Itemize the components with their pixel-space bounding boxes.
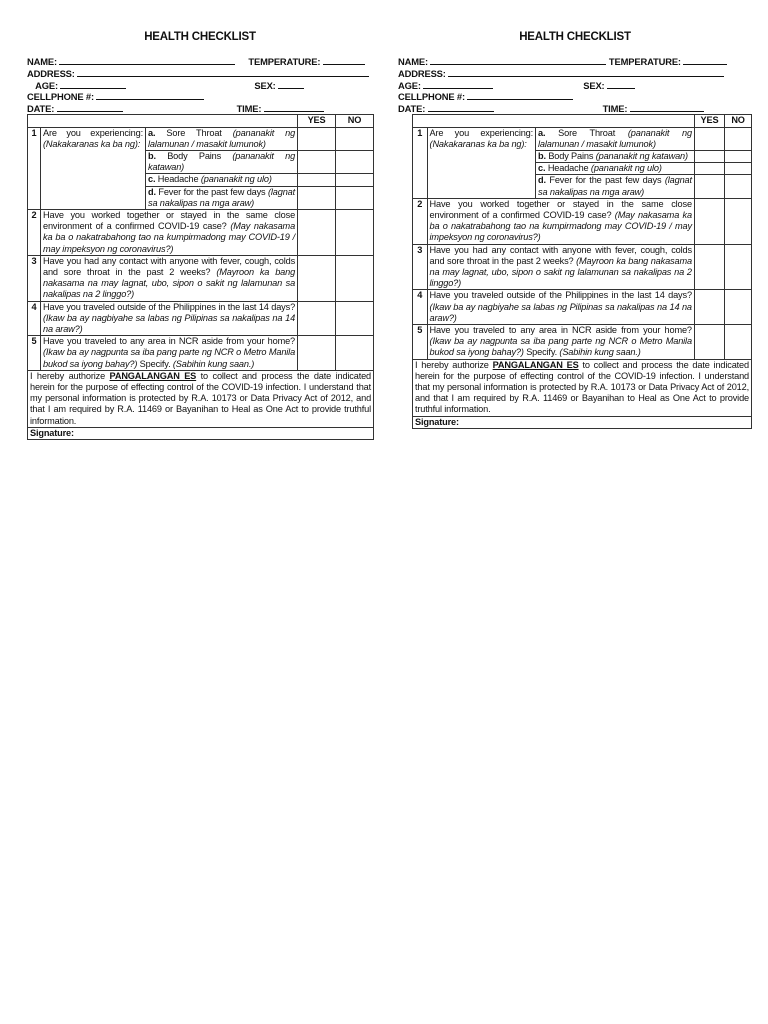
question-number: 1 xyxy=(28,127,41,209)
yes-checkbox[interactable] xyxy=(694,127,724,150)
temperature-field[interactable] xyxy=(683,56,727,65)
question-row xyxy=(28,127,374,150)
name-row xyxy=(27,56,373,68)
no-checkbox[interactable] xyxy=(336,150,374,173)
address-field[interactable] xyxy=(448,68,724,77)
no-checkbox[interactable] xyxy=(725,325,752,360)
no-checkbox[interactable] xyxy=(725,290,752,325)
yes-checkbox[interactable] xyxy=(298,255,336,301)
signature-field[interactable]: Signature: xyxy=(28,427,374,439)
cellphone-row xyxy=(398,91,752,103)
no-checkbox[interactable] xyxy=(725,175,752,198)
question-number: 3 xyxy=(413,244,428,290)
sex-field[interactable] xyxy=(278,80,304,89)
symptom-headache: c. Headache (pananakit ng ulo) xyxy=(536,163,695,175)
no-checkbox[interactable] xyxy=(336,174,374,186)
question-row xyxy=(413,127,752,150)
header-row xyxy=(413,115,752,127)
question-row xyxy=(413,290,752,325)
sex-label: SEX: xyxy=(254,79,276,91)
question-row xyxy=(28,210,374,256)
question-text: Have you traveled outside of the Philippines in the last 14 days? (Ikaw ba ay nagbiyahe sa labas ng Pilipinas sa nakalipas na 14 na araw?) xyxy=(41,301,298,336)
date-field[interactable] xyxy=(428,103,494,112)
health-checklist-form-left xyxy=(27,32,373,440)
question-number: 5 xyxy=(413,325,428,360)
sex-field[interactable] xyxy=(607,80,635,89)
question-text: Have you traveled to any area in NCR aside from your home? (Ikaw ba ay nagpunta sa iba pang parte ng NCR o Metro Manila bukod sa iyong bahay?) Specify. (Sabihin kung saan.) xyxy=(427,325,694,360)
name-field[interactable] xyxy=(59,56,235,65)
time-label: TIME: xyxy=(602,102,628,114)
yes-checkbox[interactable] xyxy=(694,150,724,162)
date-field[interactable] xyxy=(57,103,123,112)
no-header: NO xyxy=(725,115,752,127)
temperature-label: TEMPERATURE: xyxy=(248,56,321,68)
health-checklist-form-right xyxy=(398,32,752,429)
question-row xyxy=(413,244,752,290)
question-number: 3 xyxy=(28,255,41,301)
question-number: 1 xyxy=(413,127,428,198)
date-time-row xyxy=(27,103,373,115)
sex-label: SEX: xyxy=(583,79,605,91)
address-row xyxy=(398,68,752,80)
age-field[interactable] xyxy=(60,80,126,89)
checklist-table xyxy=(412,114,752,428)
address-row xyxy=(27,68,373,80)
cellphone-field[interactable] xyxy=(96,91,204,100)
no-checkbox[interactable] xyxy=(336,301,374,336)
time-field[interactable] xyxy=(630,103,704,112)
question-text: Have you had any contact with anyone with fever, cough, colds and sore throat in the past 2 weeks? (Mayroon ka bang nakasama na may lagnat, ubo, sipon o sakit ng lalamunan sa nakalipas na 2 linggo?) xyxy=(427,244,694,290)
signature-field[interactable]: Signature: xyxy=(413,416,752,428)
form-title: HEALTH CHECKLIST xyxy=(144,31,256,43)
cellphone-label: CELLPHONE #: xyxy=(27,91,94,103)
age-sex-row xyxy=(27,80,373,92)
cellphone-row xyxy=(27,91,373,103)
authorization-row xyxy=(28,370,374,427)
yes-checkbox[interactable] xyxy=(298,210,336,256)
yes-checkbox[interactable] xyxy=(694,290,724,325)
symptom-sore-throat: a. Sore Throat (pananakit ng lalamunan / masakit lumunok) xyxy=(146,127,298,150)
no-checkbox[interactable] xyxy=(725,244,752,290)
time-field[interactable] xyxy=(264,103,324,112)
no-checkbox[interactable] xyxy=(336,255,374,301)
question-text: Have you traveled to any area in NCR aside from your home? (Ikaw ba ay nagpunta sa iba pang parte ng NCR o Metro Manila bukod sa iyong bahay?) Specify. (Sabihin kung saan.) xyxy=(41,336,298,371)
yes-checkbox[interactable] xyxy=(694,163,724,175)
yes-checkbox[interactable] xyxy=(298,127,336,150)
address-label: ADDRESS: xyxy=(27,68,75,79)
temperature-field[interactable] xyxy=(323,56,365,65)
question-text: Are you experiencing: (Nakakaranas ka ba ng): xyxy=(427,127,536,198)
no-checkbox[interactable] xyxy=(725,127,752,150)
question-text: Have you traveled outside of the Philippines in the last 14 days? (Ikaw ba ay nagbiyahe sa labas ng Pilipinas sa nakalipas na 14 na araw?) xyxy=(427,290,694,325)
age-label: AGE: xyxy=(35,79,58,91)
question-row xyxy=(28,301,374,336)
age-field[interactable] xyxy=(423,80,493,89)
yes-checkbox[interactable] xyxy=(694,325,724,360)
cellphone-field[interactable] xyxy=(467,91,573,100)
no-checkbox[interactable] xyxy=(725,198,752,244)
question-row xyxy=(413,198,752,244)
no-checkbox[interactable] xyxy=(725,150,752,162)
question-text: Are you experiencing: (Nakakaranas ka ba ng): xyxy=(41,127,146,209)
name-label: NAME: xyxy=(398,56,428,68)
symptom-fever: d. Fever for the past few days (lagnat sa nakalipas na mga araw) xyxy=(536,175,695,198)
authorization-text: I hereby authorize PANGALANGAN ES to collect and process the date indicated herein for the purpose of effecting control of the COVID-19 infection. I understand that my personal information is protected by R.A. 10173 or Data Privacy Act of 2012, and that I am required by R.A. 11469 or Bayanihan to Heal as One Act to provide truthful information. xyxy=(413,359,752,416)
school-name: PANGALANGAN ES xyxy=(492,359,579,370)
symptom-fever: d. Fever for the past few days (lagnat sa nakalipas na mga araw) xyxy=(146,186,298,209)
no-checkbox[interactable] xyxy=(336,127,374,150)
name-row xyxy=(398,56,752,68)
name-field[interactable] xyxy=(430,56,606,65)
question-text: Have you worked together or stayed in the same close environment of a confirmed COVID-19 case? (May nakasama ka ba o nakatrabahong tao na kumpirmadong may COVID-19 / may impeksyon ng coronavirus?) xyxy=(427,198,694,244)
question-text: Have you had any contact with anyone with fever, cough, colds and sore throat in the past 2 weeks? (Mayroon ka bang nakasama na may lagnat, ubo, sipon o sakit ng lalamunan sa nakalipas na 2 linggo?) xyxy=(41,255,298,301)
yes-checkbox[interactable] xyxy=(694,244,724,290)
symptom-headache: c. Headache (pananakit ng ulo) xyxy=(146,174,298,186)
no-checkbox[interactable] xyxy=(725,163,752,175)
symptom-sore-throat: a. Sore Throat (pananakit ng lalamunan / masakit lumunok) xyxy=(536,127,695,150)
yes-checkbox[interactable] xyxy=(298,150,336,173)
yes-checkbox[interactable] xyxy=(298,186,336,209)
cellphone-label: CELLPHONE #: xyxy=(398,91,465,103)
question-number: 4 xyxy=(413,290,428,325)
yes-checkbox[interactable] xyxy=(298,336,336,371)
time-label: TIME: xyxy=(236,102,262,114)
yes-checkbox[interactable] xyxy=(694,175,724,198)
signature-row xyxy=(28,427,374,439)
school-name: PANGALANGAN ES xyxy=(109,370,197,381)
yes-checkbox[interactable] xyxy=(694,198,724,244)
no-checkbox[interactable] xyxy=(336,336,374,371)
authorization-row xyxy=(413,359,752,416)
date-label: DATE: xyxy=(27,102,55,114)
question-number: 5 xyxy=(28,336,41,371)
date-label: DATE: xyxy=(398,102,426,114)
question-number: 4 xyxy=(28,301,41,336)
question-number: 2 xyxy=(28,210,41,256)
question-text: Have you worked together or stayed in the same close environment of a confirmed COVID-19 case? (May nakasama ka ba o nakatrabahong tao na kumpirmadong may COVID-19 / may impeksyon ng coronavirus?) xyxy=(41,210,298,256)
authorization-text: I hereby authorize PANGALANGAN ES to collect and process the date indicated herein for the purpose of effecting control of the COVID-19 infection. I understand that my personal information is protected by R.A. 10173 or Data Privacy Act of 2012, and that I am required by R.A. 11469 or Bayanihan to Heal as One Act to provide truthful information. xyxy=(28,370,374,427)
header-row xyxy=(28,115,374,127)
yes-header: YES xyxy=(694,115,724,127)
name-label: NAME: xyxy=(27,56,57,68)
question-row xyxy=(28,336,374,371)
question-row xyxy=(28,255,374,301)
age-sex-row xyxy=(398,80,752,92)
no-checkbox[interactable] xyxy=(336,210,374,256)
no-checkbox[interactable] xyxy=(336,186,374,209)
age-label: AGE: xyxy=(398,79,421,91)
temperature-label: TEMPERATURE: xyxy=(608,56,681,68)
signature-row xyxy=(413,416,752,428)
yes-checkbox[interactable] xyxy=(298,174,336,186)
form-title: HEALTH CHECKLIST xyxy=(519,31,631,43)
symptom-body-pains: b. Body Pains (pananakit ng katawan) xyxy=(146,150,298,173)
address-field[interactable] xyxy=(77,68,369,77)
symptom-body-pains: b. Body Pains (pananakit ng katawan) xyxy=(536,150,695,162)
date-time-row xyxy=(398,103,752,115)
question-number: 2 xyxy=(413,198,428,244)
no-header: NO xyxy=(336,115,374,127)
checklist-table xyxy=(27,114,374,440)
yes-checkbox[interactable] xyxy=(298,301,336,336)
address-label: ADDRESS: xyxy=(398,68,446,79)
yes-header: YES xyxy=(298,115,336,127)
question-row xyxy=(413,325,752,360)
